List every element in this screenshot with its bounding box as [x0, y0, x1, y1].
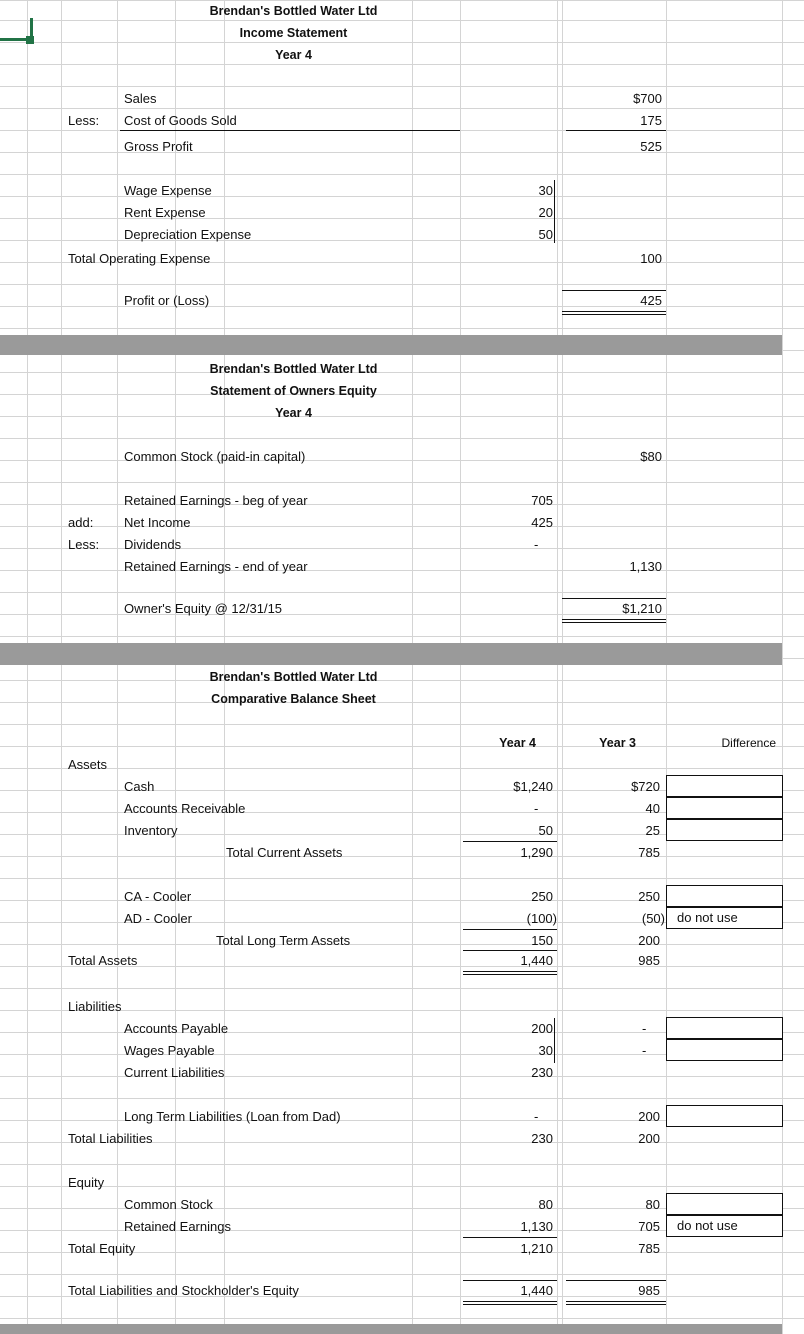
ta-label: Total Assets: [68, 953, 138, 968]
row-gridline: [0, 1186, 804, 1187]
row-gridline: [0, 548, 804, 549]
row-gridline: [0, 1098, 804, 1099]
underline: [463, 1237, 557, 1238]
tca-y3: 785: [638, 845, 660, 860]
expense-label: Rent Expense: [124, 205, 206, 220]
expense-value: 20: [538, 205, 553, 220]
net-income-value: 425: [531, 515, 553, 530]
ltl-y3: 200: [638, 1109, 660, 1124]
row-gridline: [0, 306, 804, 307]
column-gridline: [562, 0, 563, 1334]
less-label: Less:: [68, 113, 100, 128]
difference-cell-ap[interactable]: [666, 1017, 783, 1039]
tlta-y3: 200: [638, 933, 660, 948]
dividends-label: Dividends: [124, 537, 182, 552]
row-gridline: [0, 328, 804, 329]
tlta-y4: 150: [531, 933, 553, 948]
less-label: Less:: [68, 537, 100, 552]
cash-y4: $1,240: [513, 779, 553, 794]
row-gridline: [0, 196, 804, 197]
te-y4: 1,210: [520, 1241, 553, 1256]
equity-label: Equity: [68, 1175, 105, 1190]
tl-y3: 200: [638, 1131, 660, 1146]
owners-equity-label: Owner's Equity @ 12/31/15: [124, 601, 283, 616]
ta-y3: 985: [638, 953, 660, 968]
row-gridline: [0, 86, 804, 87]
col-header-year3: Year 3: [599, 736, 636, 750]
ad-cooler-y3: (50): [641, 911, 665, 926]
ad-cooler-label: AD - Cooler: [124, 911, 192, 926]
ap-label: Accounts Payable: [124, 1021, 229, 1036]
tle-y4: 1,440: [520, 1283, 553, 1298]
row-gridline: [0, 284, 804, 285]
assets-label: Assets: [68, 757, 108, 772]
cl-y4: 230: [531, 1065, 553, 1080]
row-gridline: [0, 20, 804, 21]
owners-equity-value: $1,210: [622, 601, 662, 616]
cash-label: Cash: [124, 779, 155, 794]
wp-label: Wages Payable: [124, 1043, 215, 1058]
expense-label: Depreciation Expense: [124, 227, 252, 242]
underline: [463, 929, 557, 930]
ar-y3: 40: [645, 801, 660, 816]
inventory-y4: 50: [538, 823, 553, 838]
re-beg-value: 705: [531, 493, 553, 508]
row-gridline: [0, 856, 804, 857]
row-gridline: [0, 724, 804, 725]
ar-label: Accounts Receivable: [124, 801, 246, 816]
te-y3: 785: [638, 1241, 660, 1256]
row-gridline: [0, 768, 804, 769]
total-opex-label: Total Operating Expense: [68, 251, 211, 266]
liabilities-label: Liabilities: [68, 999, 122, 1014]
income-company-title: Brendan's Bottled Water Ltd: [209, 4, 378, 18]
tca-y4: 1,290: [520, 845, 553, 860]
row-gridline: [0, 570, 804, 571]
tca-label: Total Current Assets: [226, 845, 343, 860]
row-gridline: [0, 636, 804, 637]
expense-value: 50: [538, 227, 553, 242]
cs-label: Common Stock: [124, 1197, 213, 1212]
ca-cooler-y4: 250: [531, 889, 553, 904]
top-border: [562, 598, 666, 599]
ta-y4: 1,440: [520, 953, 553, 968]
row-gridline: [0, 878, 804, 879]
row-gridline: [0, 108, 804, 109]
section-separator: [0, 1324, 782, 1334]
ca-cooler-label: CA - Cooler: [124, 889, 192, 904]
fill-handle[interactable]: [26, 36, 34, 44]
re-y3: 705: [638, 1219, 660, 1234]
row-gridline: [0, 42, 804, 43]
cs-y4: 80: [538, 1197, 553, 1212]
difference-cell-inventory[interactable]: [666, 819, 783, 841]
balance-sheet-title: Comparative Balance Sheet: [211, 692, 376, 706]
ap-y4: 200: [531, 1021, 553, 1036]
row-gridline: [0, 218, 804, 219]
double-underline: [562, 311, 666, 312]
difference-cell-ltl[interactable]: [666, 1105, 783, 1127]
cogs-label: Cost of Goods Sold: [124, 113, 237, 128]
dividends-value: -: [534, 537, 539, 552]
double-underline: [562, 314, 666, 315]
column-gridline: [61, 0, 62, 1334]
row-gridline: [0, 152, 804, 153]
difference-cell-wp[interactable]: [666, 1039, 783, 1061]
inventory-label: Inventory: [124, 823, 178, 838]
row-gridline: [0, 1164, 804, 1165]
cogs-value: 175: [640, 113, 662, 128]
equity-company-title: Brendan's Bottled Water Ltd: [209, 362, 378, 376]
common-stock-label: Common Stock (paid-in capital): [124, 449, 306, 464]
row-gridline: [0, 526, 804, 527]
tl-y4: 230: [531, 1131, 553, 1146]
double-underline: [562, 622, 666, 623]
row-gridline: [0, 1274, 804, 1275]
do-not-use-note: do not use: [677, 1218, 738, 1233]
tlta-label: Total Long Term Assets: [216, 933, 351, 948]
row-gridline: [0, 504, 804, 505]
tl-label: Total Liabilities: [68, 1131, 153, 1146]
difference-cell-cash[interactable]: [666, 775, 783, 797]
te-label: Total Equity: [68, 1241, 136, 1256]
column-gridline: [782, 0, 783, 1334]
row-gridline: [0, 1076, 804, 1077]
section-separator: [0, 335, 782, 355]
underline: [120, 130, 460, 131]
ar-y4: -: [534, 801, 539, 816]
inventory-y3: 25: [645, 823, 660, 838]
equity-period: Year 4: [275, 406, 312, 420]
column-border: [554, 1018, 555, 1063]
underline: [463, 841, 557, 842]
column-border: [554, 180, 555, 243]
row-gridline: [0, 438, 804, 439]
gross-profit-label: Gross Profit: [124, 139, 193, 154]
cs-y3: 80: [645, 1197, 660, 1212]
double-underline: [463, 974, 557, 975]
add-label: add:: [68, 515, 94, 530]
row-gridline: [0, 240, 804, 241]
tle-y3: 985: [638, 1283, 660, 1298]
expense-label: Wage Expense: [124, 183, 212, 198]
column-gridline: [666, 0, 667, 1334]
double-underline: [463, 971, 557, 972]
row-gridline: [0, 1318, 804, 1319]
section-separator: [0, 643, 782, 665]
profit-value: 425: [640, 293, 662, 308]
col-header-difference: Difference: [721, 736, 776, 750]
tle-label: Total Liabilities and Stockholder's Equity: [68, 1283, 299, 1298]
difference-cell-cs[interactable]: [666, 1193, 783, 1215]
top-border: [463, 950, 557, 951]
difference-cell-ca-cooler[interactable]: [666, 885, 783, 907]
wp-y4: 30: [538, 1043, 553, 1058]
ap-y3: -: [642, 1021, 647, 1036]
row-gridline: [0, 460, 804, 461]
top-border: [566, 1280, 666, 1281]
ad-cooler-y4: (100): [526, 911, 557, 926]
column-gridline: [27, 0, 28, 1334]
gross-profit-value: 525: [640, 139, 662, 154]
equity-statement-title: Statement of Owners Equity: [210, 384, 377, 398]
income-statement-title: Income Statement: [239, 26, 348, 40]
re-y4: 1,130: [520, 1219, 553, 1234]
double-underline: [463, 1304, 557, 1305]
row-gridline: [0, 482, 804, 483]
top-border: [463, 1280, 557, 1281]
column-gridline: [175, 0, 176, 1334]
row-gridline: [0, 64, 804, 65]
ltl-y4: -: [534, 1109, 539, 1124]
double-underline: [566, 1301, 666, 1302]
cl-label: Current Liabilities: [124, 1065, 225, 1080]
sales-label: Sales: [124, 91, 157, 106]
wp-y3: -: [642, 1043, 647, 1058]
net-income-label: Net Income: [124, 515, 191, 530]
row-gridline: [0, 944, 804, 945]
profit-label: Profit or (Loss): [124, 293, 210, 308]
sales-value: $700: [633, 91, 662, 106]
double-underline: [566, 1304, 666, 1305]
re-beg-label: Retained Earnings - beg of year: [124, 493, 308, 508]
difference-cell-re[interactable]: [666, 1215, 783, 1237]
re-end-value: 1,130: [629, 559, 662, 574]
total-opex-value: 100: [640, 251, 662, 266]
row-gridline: [0, 174, 804, 175]
row-gridline: [0, 592, 804, 593]
expense-value: 30: [538, 183, 553, 198]
cash-y3: $720: [631, 779, 660, 794]
income-period: Year 4: [275, 48, 312, 62]
row-gridline: [0, 0, 804, 1]
column-gridline: [224, 0, 225, 1334]
double-underline: [562, 619, 666, 620]
common-stock-value: $80: [640, 449, 662, 464]
difference-cell-ar[interactable]: [666, 797, 783, 819]
col-header-year4: Year 4: [499, 736, 536, 750]
ca-cooler-y3: 250: [638, 889, 660, 904]
column-gridline: [557, 0, 558, 1334]
balance-company-title: Brendan's Bottled Water Ltd: [209, 670, 378, 684]
ltl-label: Long Term Liabilities (Loan from Dad): [124, 1109, 341, 1124]
re-end-label: Retained Earnings - end of year: [124, 559, 308, 574]
column-gridline: [412, 0, 413, 1334]
do-not-use-note: do not use: [677, 910, 738, 925]
difference-cell-ad-cooler[interactable]: [666, 907, 783, 929]
double-underline: [463, 1301, 557, 1302]
re-label: Retained Earnings: [124, 1219, 231, 1234]
underline: [566, 130, 666, 131]
row-gridline: [0, 988, 804, 989]
top-border: [562, 290, 666, 291]
row-gridline: [0, 614, 804, 615]
